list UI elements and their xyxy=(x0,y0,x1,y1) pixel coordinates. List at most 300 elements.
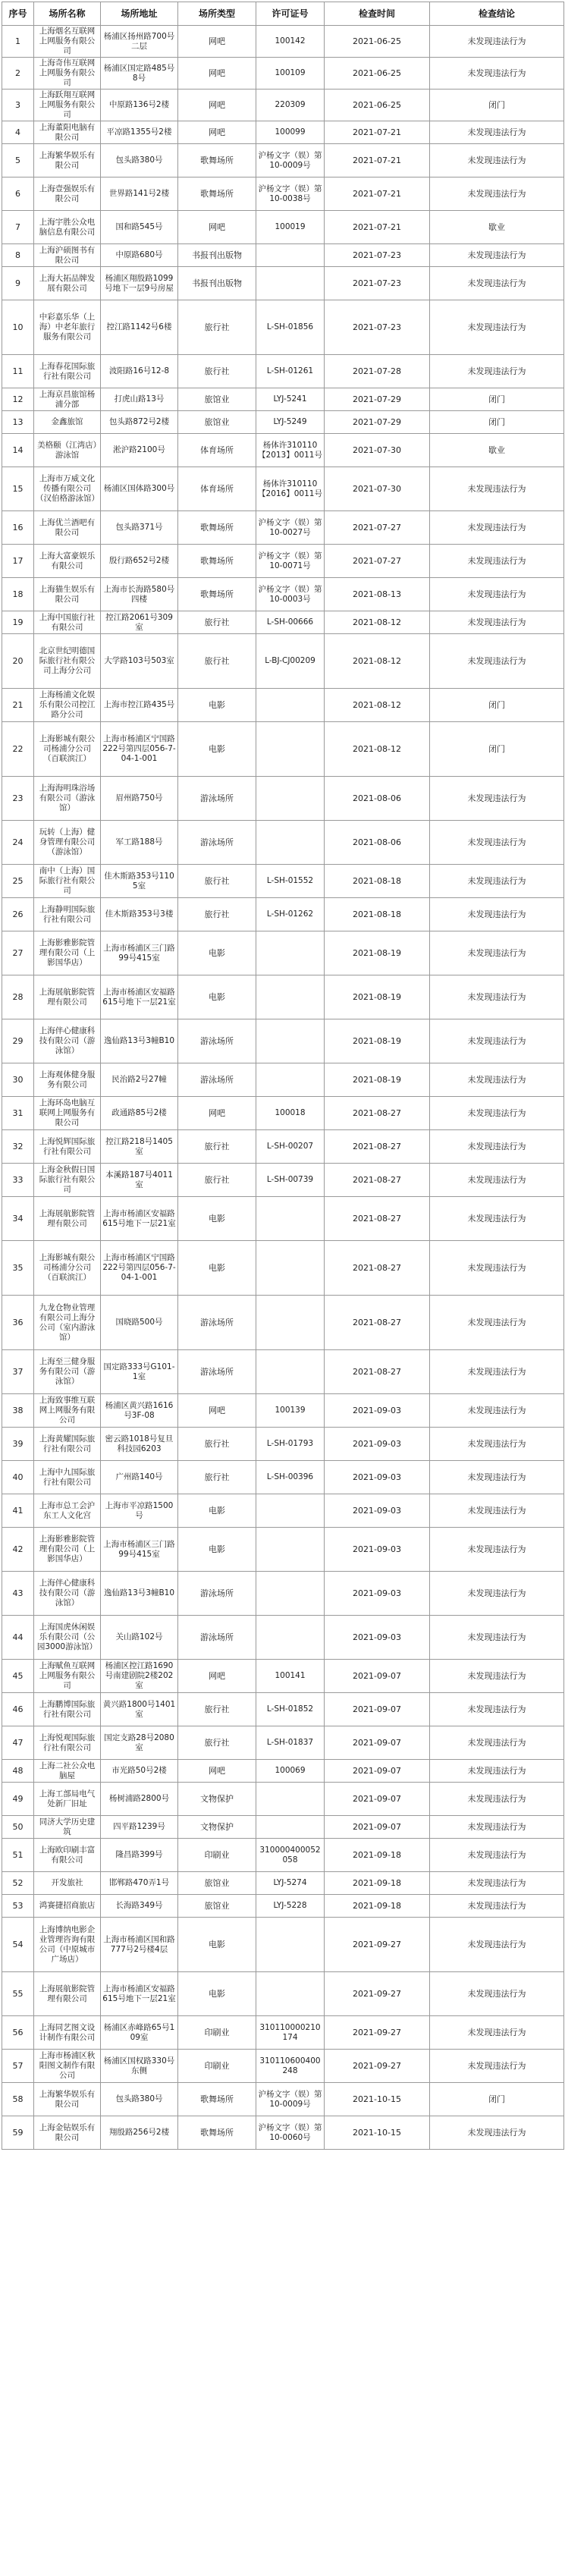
cell-name: 上海烟名互联网上网服务有限公司 xyxy=(34,26,101,58)
cell-no: 33 xyxy=(2,1164,34,1197)
cell-license: LYJ-5249 xyxy=(256,411,325,434)
cell-date: 2021-09-03 xyxy=(325,1461,430,1494)
cell-date: 2021-08-19 xyxy=(325,931,430,975)
cell-address: 政通路85号2楼 xyxy=(101,1097,178,1130)
cell-name: 美格颐（江湾店）游泳馆 xyxy=(34,434,101,467)
cell-no: 58 xyxy=(2,2083,34,2116)
cell-address: 杨浦区国权路330号东侧 xyxy=(101,2050,178,2083)
cell-name: 南中（上海）国际旅行社有限公司 xyxy=(34,865,101,898)
cell-type: 电影 xyxy=(178,931,256,975)
cell-type: 旅行社 xyxy=(178,1164,256,1197)
cell-result: 未发现违法行为 xyxy=(430,1783,564,1816)
cell-type: 游泳场所 xyxy=(178,821,256,865)
cell-license: L-SH-01552 xyxy=(256,865,325,898)
cell-address: 上海市平凉路1500号 xyxy=(101,1494,178,1528)
cell-no: 40 xyxy=(2,1461,34,1494)
cell-name: 上海观体健身服务有限公司 xyxy=(34,1063,101,1097)
cell-type: 网吧 xyxy=(178,1394,256,1428)
cell-result: 未发现违法行为 xyxy=(430,1241,564,1296)
table-row xyxy=(2,898,564,931)
cell-address: 广州路140号 xyxy=(101,1461,178,1494)
cell-no: 52 xyxy=(2,1872,34,1895)
cell-date: 2021-09-07 xyxy=(325,1726,430,1760)
cell-name: 九龙仓物业管理有限公司上海分公司（室内游泳馆） xyxy=(34,1296,101,1350)
cell-name: 上海赋鱼互联网上网服务有限公司 xyxy=(34,1660,101,1693)
table-row xyxy=(2,467,564,511)
table-row xyxy=(2,722,564,777)
cell-license xyxy=(256,1197,325,1241)
cell-result: 未发现违法行为 xyxy=(430,545,564,578)
cell-result: 歇业 xyxy=(430,434,564,467)
cell-result: 未发现违法行为 xyxy=(430,177,564,211)
column-header-date: 检查时间 xyxy=(325,2,430,26)
cell-address: 包头路380号 xyxy=(101,144,178,177)
cell-no: 23 xyxy=(2,777,34,821)
cell-no: 9 xyxy=(2,267,34,300)
cell-name: 上海市万威文化传播有限公司（汉伯格游泳馆） xyxy=(34,467,101,511)
cell-name: 上海工部局电气处新厂旧址 xyxy=(34,1783,101,1816)
cell-no: 7 xyxy=(2,211,34,244)
table-row xyxy=(2,388,564,411)
cell-license xyxy=(256,1296,325,1350)
cell-address: 上海市杨浦区安福路615号地下一层21室 xyxy=(101,1972,178,2016)
cell-type: 旅行社 xyxy=(178,1693,256,1726)
cell-license: 100018 xyxy=(256,1097,325,1130)
cell-name: 上海黄耀国际旅行社有限公司 xyxy=(34,1428,101,1461)
cell-no: 10 xyxy=(2,300,34,355)
cell-result: 闭门 xyxy=(430,689,564,722)
cell-name: 同济大学历史建筑 xyxy=(34,1816,101,1839)
cell-license: 沪杨文字（娱）第10-0009号 xyxy=(256,144,325,177)
cell-no: 19 xyxy=(2,611,34,634)
cell-license xyxy=(256,689,325,722)
cell-no: 25 xyxy=(2,865,34,898)
cell-license xyxy=(256,1572,325,1616)
cell-license: 杨体许310110【2016】0011号 xyxy=(256,467,325,511)
cell-license xyxy=(256,1241,325,1296)
cell-date: 2021-09-07 xyxy=(325,1660,430,1693)
cell-result: 闭门 xyxy=(430,90,564,121)
cell-type: 歌舞场所 xyxy=(178,2116,256,2150)
cell-address: 密云路1018号复旦科技园6203 xyxy=(101,1428,178,1461)
cell-license xyxy=(256,1494,325,1528)
cell-date: 2021-09-03 xyxy=(325,1616,430,1660)
column-header-no: 序号 xyxy=(2,2,34,26)
cell-result: 未发现违法行为 xyxy=(430,1461,564,1494)
cell-type: 歌舞场所 xyxy=(178,177,256,211)
table-row xyxy=(2,1528,564,1572)
table-row xyxy=(2,1572,564,1616)
table-row xyxy=(2,90,564,121)
cell-license xyxy=(256,244,325,267)
cell-name: 上海博纳电影企业管理咨询有限公司（中原城市广场店） xyxy=(34,1918,101,1972)
cell-type: 网吧 xyxy=(178,211,256,244)
cell-no: 37 xyxy=(2,1350,34,1394)
cell-no: 47 xyxy=(2,1726,34,1760)
cell-date: 2021-09-18 xyxy=(325,1895,430,1918)
cell-type: 书报刊出版物 xyxy=(178,267,256,300)
cell-license xyxy=(256,1616,325,1660)
table-row xyxy=(2,865,564,898)
cell-address: 上海市杨浦区三门路99号415室 xyxy=(101,931,178,975)
cell-address: 杨树浦路2800号 xyxy=(101,1783,178,1816)
cell-license: 沪杨文字（娱）第10-0009号 xyxy=(256,2083,325,2116)
cell-name: 上海京昌旅馆杨浦分部 xyxy=(34,388,101,411)
cell-result: 未发现违法行为 xyxy=(430,1872,564,1895)
cell-license: 沪杨文字（娱）第10-0071号 xyxy=(256,545,325,578)
cell-type: 游泳场所 xyxy=(178,1616,256,1660)
cell-result: 未发现违法行为 xyxy=(430,1839,564,1872)
cell-name: 中彩嘉乐华（上海）中老年旅行服务有限公司 xyxy=(34,300,101,355)
cell-name: 上海展航影院管理有限公司 xyxy=(34,1972,101,2016)
cell-date: 2021-06-25 xyxy=(325,90,430,121)
cell-name: 上海静明国际旅行社有限公司 xyxy=(34,898,101,931)
cell-result: 未发现违法行为 xyxy=(430,1097,564,1130)
table-row xyxy=(2,1616,564,1660)
cell-address: 眉州路750号 xyxy=(101,777,178,821)
cell-no: 21 xyxy=(2,689,34,722)
cell-name: 上海展航影院管理有限公司 xyxy=(34,1197,101,1241)
cell-result: 未发现违法行为 xyxy=(430,898,564,931)
cell-no: 17 xyxy=(2,545,34,578)
cell-type: 旅行社 xyxy=(178,355,256,388)
cell-result: 未发现违法行为 xyxy=(430,1972,564,2016)
cell-address: 控江路1142号6楼 xyxy=(101,300,178,355)
cell-license: L-SH-01793 xyxy=(256,1428,325,1461)
cell-name: 上海杨浦文化娱乐有限公司控江路分公司 xyxy=(34,689,101,722)
cell-address: 国定路333号G101-1室 xyxy=(101,1350,178,1394)
cell-no: 22 xyxy=(2,722,34,777)
cell-address: 佳木斯路353号1105室 xyxy=(101,865,178,898)
cell-date: 2021-07-29 xyxy=(325,388,430,411)
cell-date: 2021-08-12 xyxy=(325,722,430,777)
cell-date: 2021-08-12 xyxy=(325,634,430,689)
cell-license: 沪杨文字（娱）第10-0027号 xyxy=(256,511,325,545)
cell-name: 上海环岛电脑互联网上网服务有限公司 xyxy=(34,1097,101,1130)
table-row xyxy=(2,545,564,578)
cell-result: 未发现违法行为 xyxy=(430,267,564,300)
table-row xyxy=(2,777,564,821)
cell-no: 32 xyxy=(2,1130,34,1164)
cell-license: 100099 xyxy=(256,121,325,144)
cell-type: 游泳场所 xyxy=(178,1350,256,1394)
cell-license: LYJ-5274 xyxy=(256,1872,325,1895)
cell-type: 体育场所 xyxy=(178,467,256,511)
table-row xyxy=(2,1726,564,1760)
cell-type: 书报刊出版物 xyxy=(178,244,256,267)
cell-date: 2021-07-21 xyxy=(325,211,430,244)
table-row xyxy=(2,1760,564,1783)
table-row xyxy=(2,634,564,689)
cell-address: 本溪路187号4011室 xyxy=(101,1164,178,1197)
table-row xyxy=(2,1164,564,1197)
cell-name: 上海市杨浦区秋阳图文制作有限公司 xyxy=(34,2050,101,2083)
table-row xyxy=(2,1296,564,1350)
cell-date: 2021-08-19 xyxy=(325,1019,430,1063)
cell-type: 游泳场所 xyxy=(178,1572,256,1616)
inspection-table-container xyxy=(2,2,563,2150)
cell-license: 100069 xyxy=(256,1760,325,1783)
table-header-row xyxy=(2,2,564,26)
cell-no: 30 xyxy=(2,1063,34,1097)
cell-result: 未发现违法行为 xyxy=(430,1895,564,1918)
cell-type: 旅行社 xyxy=(178,611,256,634)
cell-no: 15 xyxy=(2,467,34,511)
cell-result: 未发现违法行为 xyxy=(430,2050,564,2083)
cell-address: 长海路349号 xyxy=(101,1895,178,1918)
cell-no: 51 xyxy=(2,1839,34,1872)
cell-result: 闭门 xyxy=(430,411,564,434)
cell-date: 2021-09-07 xyxy=(325,1816,430,1839)
cell-license xyxy=(256,1816,325,1839)
cell-result: 未发现违法行为 xyxy=(430,1428,564,1461)
cell-name: 上海中九国际旅行社有限公司 xyxy=(34,1461,101,1494)
cell-no: 39 xyxy=(2,1428,34,1461)
cell-type: 网吧 xyxy=(178,1660,256,1693)
cell-address: 四平路1239号 xyxy=(101,1816,178,1839)
cell-address: 上海市杨浦区三门路99号415室 xyxy=(101,1528,178,1572)
cell-date: 2021-10-15 xyxy=(325,2116,430,2150)
table-row xyxy=(2,1019,564,1063)
cell-name: 上海繁华娱乐有限公司 xyxy=(34,2083,101,2116)
cell-name: 上海金秋假日国际旅行社有限公司 xyxy=(34,1164,101,1197)
cell-date: 2021-08-06 xyxy=(325,821,430,865)
cell-address: 民治路2号27幢 xyxy=(101,1063,178,1097)
table-row xyxy=(2,244,564,267)
cell-type: 电影 xyxy=(178,1494,256,1528)
cell-date: 2021-09-07 xyxy=(325,1693,430,1726)
cell-license xyxy=(256,1918,325,1972)
cell-no: 11 xyxy=(2,355,34,388)
cell-license xyxy=(256,1972,325,2016)
cell-result: 未发现违法行为 xyxy=(430,975,564,1019)
cell-result: 未发现违法行为 xyxy=(430,1918,564,1972)
cell-result: 未发现违法行为 xyxy=(430,865,564,898)
cell-type: 旅行社 xyxy=(178,634,256,689)
cell-date: 2021-08-12 xyxy=(325,689,430,722)
cell-date: 2021-07-21 xyxy=(325,177,430,211)
table-row xyxy=(2,26,564,58)
cell-type: 电影 xyxy=(178,689,256,722)
cell-type: 网吧 xyxy=(178,90,256,121)
cell-result: 未发现违法行为 xyxy=(430,1350,564,1394)
cell-license xyxy=(256,975,325,1019)
cell-result: 闭门 xyxy=(430,388,564,411)
cell-address: 邯郸路470弄1号 xyxy=(101,1872,178,1895)
cell-address: 控江路2061号309室 xyxy=(101,611,178,634)
cell-name: 上海跃翔互联网上网服务有限公司 xyxy=(34,90,101,121)
cell-no: 5 xyxy=(2,144,34,177)
cell-name: 上海影雅影院管理有限公司（上影国华店） xyxy=(34,1528,101,1572)
cell-name: 上海展航影院管理有限公司 xyxy=(34,975,101,1019)
cell-license xyxy=(256,722,325,777)
column-header-type: 场所类型 xyxy=(178,2,256,26)
cell-no: 56 xyxy=(2,2016,34,2050)
cell-date: 2021-08-13 xyxy=(325,578,430,611)
cell-result: 未发现违法行为 xyxy=(430,1528,564,1572)
cell-date: 2021-09-18 xyxy=(325,1839,430,1872)
cell-address: 国和路545号 xyxy=(101,211,178,244)
cell-name: 上海繁华娱乐有限公司 xyxy=(34,144,101,177)
cell-license: L-SH-01261 xyxy=(256,355,325,388)
cell-license: 310000400052058 xyxy=(256,1839,325,1872)
cell-license: L-SH-00666 xyxy=(256,611,325,634)
cell-license: 100141 xyxy=(256,1660,325,1693)
cell-date: 2021-06-25 xyxy=(325,26,430,58)
cell-name: 玩转（上海）健身管理有限公司（游泳馆） xyxy=(34,821,101,865)
cell-type: 文物保护 xyxy=(178,1816,256,1839)
table-row xyxy=(2,1130,564,1164)
cell-no: 55 xyxy=(2,1972,34,2016)
cell-no: 43 xyxy=(2,1572,34,1616)
cell-date: 2021-06-25 xyxy=(325,58,430,90)
cell-result: 未发现违法行为 xyxy=(430,2116,564,2150)
cell-name: 上海伴心健康科技有限公司（游泳馆） xyxy=(34,1019,101,1063)
cell-address: 中原路136号2楼 xyxy=(101,90,178,121)
cell-type: 旅行社 xyxy=(178,1428,256,1461)
cell-no: 36 xyxy=(2,1296,34,1350)
cell-name: 上海国虎休闲娱乐有限公司（公园3000游泳馆） xyxy=(34,1616,101,1660)
table-row xyxy=(2,121,564,144)
cell-date: 2021-07-23 xyxy=(325,244,430,267)
cell-address: 波阳路16号12-8 xyxy=(101,355,178,388)
cell-license xyxy=(256,267,325,300)
table-row xyxy=(2,2050,564,2083)
cell-no: 49 xyxy=(2,1783,34,1816)
cell-license: L-SH-00739 xyxy=(256,1164,325,1197)
table-row xyxy=(2,1461,564,1494)
table-row xyxy=(2,1350,564,1394)
cell-name: 上海同艺图文设计制作有限公司 xyxy=(34,2016,101,2050)
cell-result: 未发现违法行为 xyxy=(430,1726,564,1760)
cell-type: 歌舞场所 xyxy=(178,578,256,611)
cell-result: 未发现违法行为 xyxy=(430,300,564,355)
cell-address: 世界路141号2楼 xyxy=(101,177,178,211)
cell-date: 2021-08-12 xyxy=(325,611,430,634)
cell-no: 8 xyxy=(2,244,34,267)
cell-address: 控江路218号1405室 xyxy=(101,1130,178,1164)
cell-no: 48 xyxy=(2,1760,34,1783)
cell-address: 上海市杨浦区宁国路222号第四层056-7-04-1-001 xyxy=(101,722,178,777)
cell-name: 上海大拓品牌发展有限公司 xyxy=(34,267,101,300)
cell-type: 旅馆业 xyxy=(178,411,256,434)
cell-address: 逸仙路13号3幢B10 xyxy=(101,1572,178,1616)
cell-result: 未发现违法行为 xyxy=(430,1063,564,1097)
table-row xyxy=(2,1197,564,1241)
cell-date: 2021-09-03 xyxy=(325,1428,430,1461)
cell-no: 42 xyxy=(2,1528,34,1572)
cell-name: 上海海明珠浴场有限公司（游泳馆） xyxy=(34,777,101,821)
cell-license: LYJ-5228 xyxy=(256,1895,325,1918)
cell-address: 打虎山路13号 xyxy=(101,388,178,411)
cell-no: 20 xyxy=(2,634,34,689)
cell-no: 41 xyxy=(2,1494,34,1528)
cell-name: 上海伴心健康科技有限公司（游泳馆） xyxy=(34,1572,101,1616)
cell-license: LYJ-5241 xyxy=(256,388,325,411)
cell-no: 31 xyxy=(2,1097,34,1130)
cell-name: 上海优兰酒吧有限公司 xyxy=(34,511,101,545)
cell-no: 27 xyxy=(2,931,34,975)
cell-date: 2021-09-03 xyxy=(325,1494,430,1528)
cell-no: 2 xyxy=(2,58,34,90)
table-row xyxy=(2,1494,564,1528)
cell-name: 上海沪硕图书有限公司 xyxy=(34,244,101,267)
cell-license xyxy=(256,1350,325,1394)
cell-no: 53 xyxy=(2,1895,34,1918)
cell-result: 未发现违法行为 xyxy=(430,1693,564,1726)
cell-no: 35 xyxy=(2,1241,34,1296)
cell-date: 2021-07-23 xyxy=(325,300,430,355)
cell-name: 开发旅社 xyxy=(34,1872,101,1895)
table-row xyxy=(2,1097,564,1130)
table-row xyxy=(2,411,564,434)
cell-type: 旅行社 xyxy=(178,898,256,931)
cell-address: 国定支路28号2080室 xyxy=(101,1726,178,1760)
cell-address: 杨浦区赤峰路65号109室 xyxy=(101,2016,178,2050)
cell-date: 2021-07-29 xyxy=(325,411,430,434)
cell-date: 2021-07-30 xyxy=(325,434,430,467)
cell-license: L-SH-01856 xyxy=(256,300,325,355)
cell-type: 歌舞场所 xyxy=(178,511,256,545)
cell-name: 上海影城有限公司杨浦分公司（百联滨江） xyxy=(34,1241,101,1296)
cell-address: 关山路102号 xyxy=(101,1616,178,1660)
cell-no: 38 xyxy=(2,1394,34,1428)
table-row xyxy=(2,975,564,1019)
cell-result: 未发现违法行为 xyxy=(430,2016,564,2050)
cell-date: 2021-08-27 xyxy=(325,1296,430,1350)
cell-date: 2021-09-03 xyxy=(325,1528,430,1572)
cell-address: 逸仙路13号3幢B10 xyxy=(101,1019,178,1063)
cell-type: 印刷业 xyxy=(178,1839,256,1872)
cell-date: 2021-10-15 xyxy=(325,2083,430,2116)
cell-no: 34 xyxy=(2,1197,34,1241)
cell-date: 2021-08-27 xyxy=(325,1241,430,1296)
cell-address: 杨浦区国定路485号8号 xyxy=(101,58,178,90)
cell-result: 未发现违法行为 xyxy=(430,1494,564,1528)
cell-result: 未发现违法行为 xyxy=(430,144,564,177)
cell-type: 旅行社 xyxy=(178,865,256,898)
cell-address: 上海市杨浦区国和路777号2号楼4层 xyxy=(101,1918,178,1972)
cell-date: 2021-07-21 xyxy=(325,144,430,177)
cell-date: 2021-07-28 xyxy=(325,355,430,388)
cell-license xyxy=(256,1528,325,1572)
cell-type: 游泳场所 xyxy=(178,1296,256,1350)
cell-address: 翔殷路256号2楼 xyxy=(101,2116,178,2150)
table-row xyxy=(2,1241,564,1296)
cell-result: 未发现违法行为 xyxy=(430,1296,564,1350)
cell-name: 鸿赛捷招商旅店 xyxy=(34,1895,101,1918)
cell-type: 歌舞场所 xyxy=(178,2083,256,2116)
cell-date: 2021-09-27 xyxy=(325,1972,430,2016)
cell-no: 50 xyxy=(2,1816,34,1839)
cell-license xyxy=(256,821,325,865)
cell-type: 电影 xyxy=(178,722,256,777)
cell-name: 上海至三健身服务有限公司（游泳馆） xyxy=(34,1350,101,1394)
cell-type: 体育场所 xyxy=(178,434,256,467)
cell-result: 未发现违法行为 xyxy=(430,578,564,611)
cell-type: 电影 xyxy=(178,975,256,1019)
table-row xyxy=(2,2116,564,2150)
cell-address: 杨浦区黄兴路1616号3F-08 xyxy=(101,1394,178,1428)
cell-date: 2021-08-27 xyxy=(325,1197,430,1241)
cell-address: 市光路50号2楼 xyxy=(101,1760,178,1783)
cell-type: 网吧 xyxy=(178,58,256,90)
cell-license: 沪杨文字（娱）第10-0038号 xyxy=(256,177,325,211)
cell-result: 未发现违法行为 xyxy=(430,1394,564,1428)
cell-date: 2021-08-18 xyxy=(325,898,430,931)
cell-no: 6 xyxy=(2,177,34,211)
cell-date: 2021-09-27 xyxy=(325,1918,430,1972)
